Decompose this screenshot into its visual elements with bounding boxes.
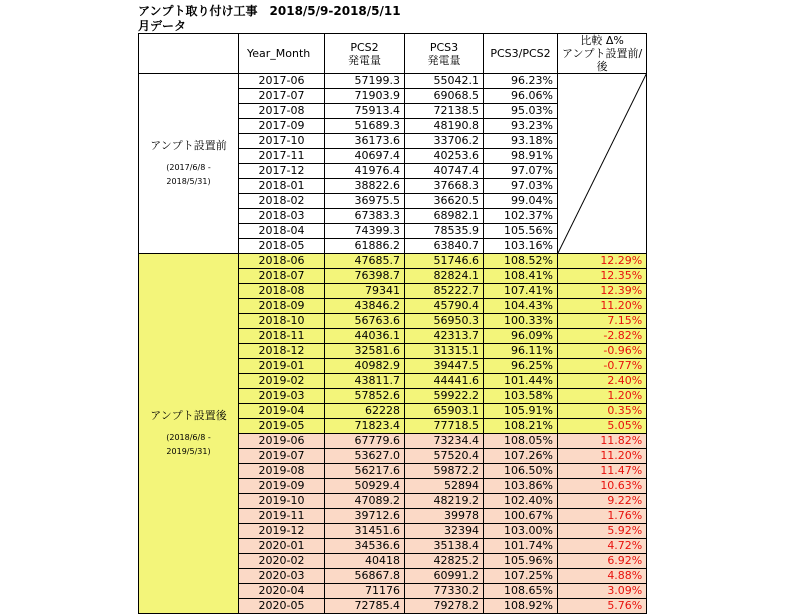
cell-pcs2: 75913.4 <box>325 104 405 119</box>
header-pcs2 <box>325 34 405 74</box>
cell-month: 2019-01 <box>239 359 325 374</box>
page-title: アンプト取り付け工事 2018/5/9-2018/5/11 <box>138 4 401 18</box>
cell-pcs3: 65903.1 <box>405 404 484 419</box>
cell-pcs2: 67383.3 <box>325 209 405 224</box>
cell-month: 2017-06 <box>239 74 325 89</box>
cell-pcs3: 42825.2 <box>405 554 484 569</box>
cell-pcs2: 36173.6 <box>325 134 405 149</box>
cell-month: 2020-05 <box>239 599 325 614</box>
cell-pcs3: 59872.2 <box>405 464 484 479</box>
cell-ratio: 99.04% <box>484 194 558 209</box>
cell-ratio: 101.74% <box>484 539 558 554</box>
cell-pcs3: 40747.4 <box>405 164 484 179</box>
cell-pcs2: 44036.1 <box>325 329 405 344</box>
cell-pcs3: 32394 <box>405 524 484 539</box>
cell-pcs3: 44441.6 <box>405 374 484 389</box>
cell-delta: 5.05% <box>558 419 647 434</box>
cell-month: 2020-04 <box>239 584 325 599</box>
cell-ratio: 98.91% <box>484 149 558 164</box>
cell-month: 2018-06 <box>239 254 325 269</box>
cell-delta: 7.15% <box>558 314 647 329</box>
cell-delta: 12.29% <box>558 254 647 269</box>
cell-pcs3: 37668.3 <box>405 179 484 194</box>
cell-pcs2: 51689.3 <box>325 119 405 134</box>
cell-delta: 1.76% <box>558 509 647 524</box>
header-pcs3-line2: 発電量 <box>427 53 461 67</box>
header-delta-line1: 比較 Δ% <box>580 34 624 47</box>
cell-pcs3: 72138.5 <box>405 104 484 119</box>
cell-delta: 2.40% <box>558 374 647 389</box>
section-label-text: アンプト設置前 <box>150 138 227 152</box>
cell-pcs3: 39978 <box>405 509 484 524</box>
cell-pcs3: 36620.5 <box>405 194 484 209</box>
page-subtitle: 月データ <box>138 19 187 33</box>
cell-month: 2018-10 <box>239 314 325 329</box>
cell-pcs2: 76398.7 <box>325 269 405 284</box>
cell-pcs2: 79341 <box>325 284 405 299</box>
cell-month: 2018-04 <box>239 224 325 239</box>
cell-pcs3: 40253.6 <box>405 149 484 164</box>
cell-month: 2020-02 <box>239 554 325 569</box>
cell-ratio: 108.92% <box>484 599 558 614</box>
table-body <box>139 74 647 614</box>
cell-month: 2020-03 <box>239 569 325 584</box>
cell-delta: 4.88% <box>558 569 647 584</box>
cell-ratio: 100.33% <box>484 314 558 329</box>
cell-delta: 11.20% <box>558 299 647 314</box>
cell-month: 2018-03 <box>239 209 325 224</box>
cell-pcs3: 51746.6 <box>405 254 484 269</box>
cell-month: 2019-05 <box>239 419 325 434</box>
cell-ratio: 96.11% <box>484 344 558 359</box>
cell-month: 2018-11 <box>239 329 325 344</box>
cell-ratio: 103.00% <box>484 524 558 539</box>
cell-month: 2019-11 <box>239 509 325 524</box>
cell-month: 2018-02 <box>239 194 325 209</box>
cell-delta: -2.82% <box>558 329 647 344</box>
cell-pcs3: 39447.5 <box>405 359 484 374</box>
table-row <box>139 74 647 89</box>
cell-month: 2018-09 <box>239 299 325 314</box>
header-ratio: PCS3/PCS2 <box>484 34 558 74</box>
cell-month: 2019-06 <box>239 434 325 449</box>
cell-ratio: 102.40% <box>484 494 558 509</box>
header-delta-line3: 後 <box>596 60 608 73</box>
cell-month: 2018-05 <box>239 239 325 254</box>
cell-pcs2: 39712.6 <box>325 509 405 524</box>
cell-pcs3: 33706.2 <box>405 134 484 149</box>
table-row <box>139 254 647 269</box>
cell-pcs2: 56217.6 <box>325 464 405 479</box>
cell-pcs3: 78535.9 <box>405 224 484 239</box>
cell-pcs2: 43846.2 <box>325 299 405 314</box>
header-delta-line2: アンプト設置前/ <box>562 47 643 60</box>
cell-pcs2: 56867.8 <box>325 569 405 584</box>
cell-pcs3: 42313.7 <box>405 329 484 344</box>
cell-ratio: 103.86% <box>484 479 558 494</box>
cell-pcs3: 77330.2 <box>405 584 484 599</box>
cell-ratio: 96.09% <box>484 329 558 344</box>
cell-ratio: 96.06% <box>484 89 558 104</box>
section-label-after <box>139 254 239 614</box>
cell-pcs3: 73234.4 <box>405 434 484 449</box>
cell-pcs2: 41976.4 <box>325 164 405 179</box>
cell-delta: -0.77% <box>558 359 647 374</box>
cell-pcs3: 77718.5 <box>405 419 484 434</box>
cell-ratio: 106.50% <box>484 464 558 479</box>
cell-pcs2: 56763.6 <box>325 314 405 329</box>
header-year-month: Year_Month <box>239 34 325 74</box>
cell-pcs3: 69068.5 <box>405 89 484 104</box>
cell-pcs3: 68982.1 <box>405 209 484 224</box>
cell-pcs2: 47089.2 <box>325 494 405 509</box>
cell-ratio: 103.16% <box>484 239 558 254</box>
cell-ratio: 107.26% <box>484 449 558 464</box>
cell-pcs2: 31451.6 <box>325 524 405 539</box>
cell-pcs3: 57520.4 <box>405 449 484 464</box>
cell-month: 2018-07 <box>239 269 325 284</box>
cell-ratio: 105.91% <box>484 404 558 419</box>
cell-delta: 6.92% <box>558 554 647 569</box>
cell-pcs3: 82824.1 <box>405 269 484 284</box>
cell-pcs2: 38822.6 <box>325 179 405 194</box>
cell-pcs2: 57852.6 <box>325 389 405 404</box>
cell-delta: 11.47% <box>558 464 647 479</box>
cell-pcs2: 47685.7 <box>325 254 405 269</box>
cell-delta: 1.20% <box>558 389 647 404</box>
cell-ratio: 93.23% <box>484 119 558 134</box>
cell-delta: 9.22% <box>558 494 647 509</box>
cell-pcs3: 35138.4 <box>405 539 484 554</box>
cell-pcs2: 43811.7 <box>325 374 405 389</box>
header-delta <box>558 34 647 74</box>
cell-pcs2: 40697.4 <box>325 149 405 164</box>
cell-pcs2: 34536.6 <box>325 539 405 554</box>
cell-delta: 4.72% <box>558 539 647 554</box>
cell-ratio: 108.41% <box>484 269 558 284</box>
cell-month: 2017-09 <box>239 119 325 134</box>
cell-month: 2019-10 <box>239 494 325 509</box>
section-label-before <box>139 74 239 254</box>
cell-delta: 11.82% <box>558 434 647 449</box>
cell-pcs3: 60991.2 <box>405 569 484 584</box>
cell-ratio: 97.03% <box>484 179 558 194</box>
cell-delta: -0.96% <box>558 344 647 359</box>
cell-pcs3: 48190.8 <box>405 119 484 134</box>
cell-pcs2: 57199.3 <box>325 74 405 89</box>
header-pcs3 <box>405 34 484 74</box>
cell-ratio: 108.21% <box>484 419 558 434</box>
cell-pcs2: 50929.4 <box>325 479 405 494</box>
cell-pcs3: 52894 <box>405 479 484 494</box>
cell-month: 2019-03 <box>239 389 325 404</box>
cell-delta: 12.39% <box>558 284 647 299</box>
cell-pcs2: 36975.5 <box>325 194 405 209</box>
cell-ratio: 102.37% <box>484 209 558 224</box>
cell-pcs2: 32581.6 <box>325 344 405 359</box>
cell-month: 2020-01 <box>239 539 325 554</box>
cell-month: 2019-07 <box>239 449 325 464</box>
cell-pcs2: 74399.3 <box>325 224 405 239</box>
cell-ratio: 100.67% <box>484 509 558 524</box>
cell-month: 2017-11 <box>239 149 325 164</box>
section-label-text: アンプト設置後 <box>150 408 227 422</box>
cell-pcs2: 72785.4 <box>325 599 405 614</box>
cell-month: 2019-12 <box>239 524 325 539</box>
cell-ratio: 107.41% <box>484 284 558 299</box>
section-date-range: (2017/6/8 - 2018/5/31) <box>166 162 211 186</box>
cell-delta: 11.20% <box>558 449 647 464</box>
cell-pcs3: 85222.7 <box>405 284 484 299</box>
cell-ratio: 96.23% <box>484 74 558 89</box>
delta-not-applicable-cell <box>558 74 647 254</box>
header-pcs2-line2: 発電量 <box>348 53 381 67</box>
header-corner-cell <box>139 34 239 74</box>
monthly-data-table <box>138 33 647 614</box>
cell-month: 2017-07 <box>239 89 325 104</box>
cell-ratio: 105.96% <box>484 554 558 569</box>
cell-delta: 10.63% <box>558 479 647 494</box>
cell-pcs2: 61886.2 <box>325 239 405 254</box>
cell-month: 2018-01 <box>239 179 325 194</box>
cell-month: 2017-10 <box>239 134 325 149</box>
cell-delta: 5.92% <box>558 524 647 539</box>
cell-month: 2017-08 <box>239 104 325 119</box>
cell-pcs2: 71823.4 <box>325 419 405 434</box>
cell-month: 2019-08 <box>239 464 325 479</box>
cell-delta: 12.35% <box>558 269 647 284</box>
cell-ratio: 105.56% <box>484 224 558 239</box>
cell-pcs3: 55042.1 <box>405 74 484 89</box>
cell-pcs3: 56950.3 <box>405 314 484 329</box>
cell-ratio: 93.18% <box>484 134 558 149</box>
cell-ratio: 107.25% <box>484 569 558 584</box>
cell-month: 2019-09 <box>239 479 325 494</box>
cell-month: 2019-04 <box>239 404 325 419</box>
header-row <box>139 34 647 74</box>
cell-pcs2: 40982.9 <box>325 359 405 374</box>
cell-month: 2019-02 <box>239 374 325 389</box>
cell-pcs3: 45790.4 <box>405 299 484 314</box>
cell-pcs2: 53627.0 <box>325 449 405 464</box>
section-date-range: (2018/6/8 - 2019/5/31) <box>166 432 211 456</box>
diagonal-line <box>558 74 646 253</box>
cell-ratio: 108.05% <box>484 434 558 449</box>
cell-month: 2017-12 <box>239 164 325 179</box>
cell-pcs2: 71176 <box>325 584 405 599</box>
cell-pcs3: 31315.1 <box>405 344 484 359</box>
cell-pcs3: 79278.2 <box>405 599 484 614</box>
cell-delta: 3.09% <box>558 584 647 599</box>
cell-ratio: 97.07% <box>484 164 558 179</box>
cell-delta: 0.35% <box>558 404 647 419</box>
cell-pcs2: 71903.9 <box>325 89 405 104</box>
header-pcs2-line1: PCS2 <box>350 40 379 54</box>
cell-ratio: 95.03% <box>484 104 558 119</box>
cell-ratio: 104.43% <box>484 299 558 314</box>
cell-pcs2: 62228 <box>325 404 405 419</box>
cell-pcs3: 59922.2 <box>405 389 484 404</box>
cell-ratio: 96.25% <box>484 359 558 374</box>
header-pcs3-line1: PCS3 <box>429 40 459 54</box>
cell-pcs3: 63840.7 <box>405 239 484 254</box>
cell-ratio: 103.58% <box>484 389 558 404</box>
cell-ratio: 108.52% <box>484 254 558 269</box>
cell-ratio: 108.65% <box>484 584 558 599</box>
cell-pcs2: 67779.6 <box>325 434 405 449</box>
cell-month: 2018-12 <box>239 344 325 359</box>
cell-delta: 5.76% <box>558 599 647 614</box>
cell-pcs3: 48219.2 <box>405 494 484 509</box>
cell-pcs2: 40418 <box>325 554 405 569</box>
cell-ratio: 101.44% <box>484 374 558 389</box>
diagonal-strike-icon <box>558 74 646 253</box>
cell-month: 2018-08 <box>239 284 325 299</box>
